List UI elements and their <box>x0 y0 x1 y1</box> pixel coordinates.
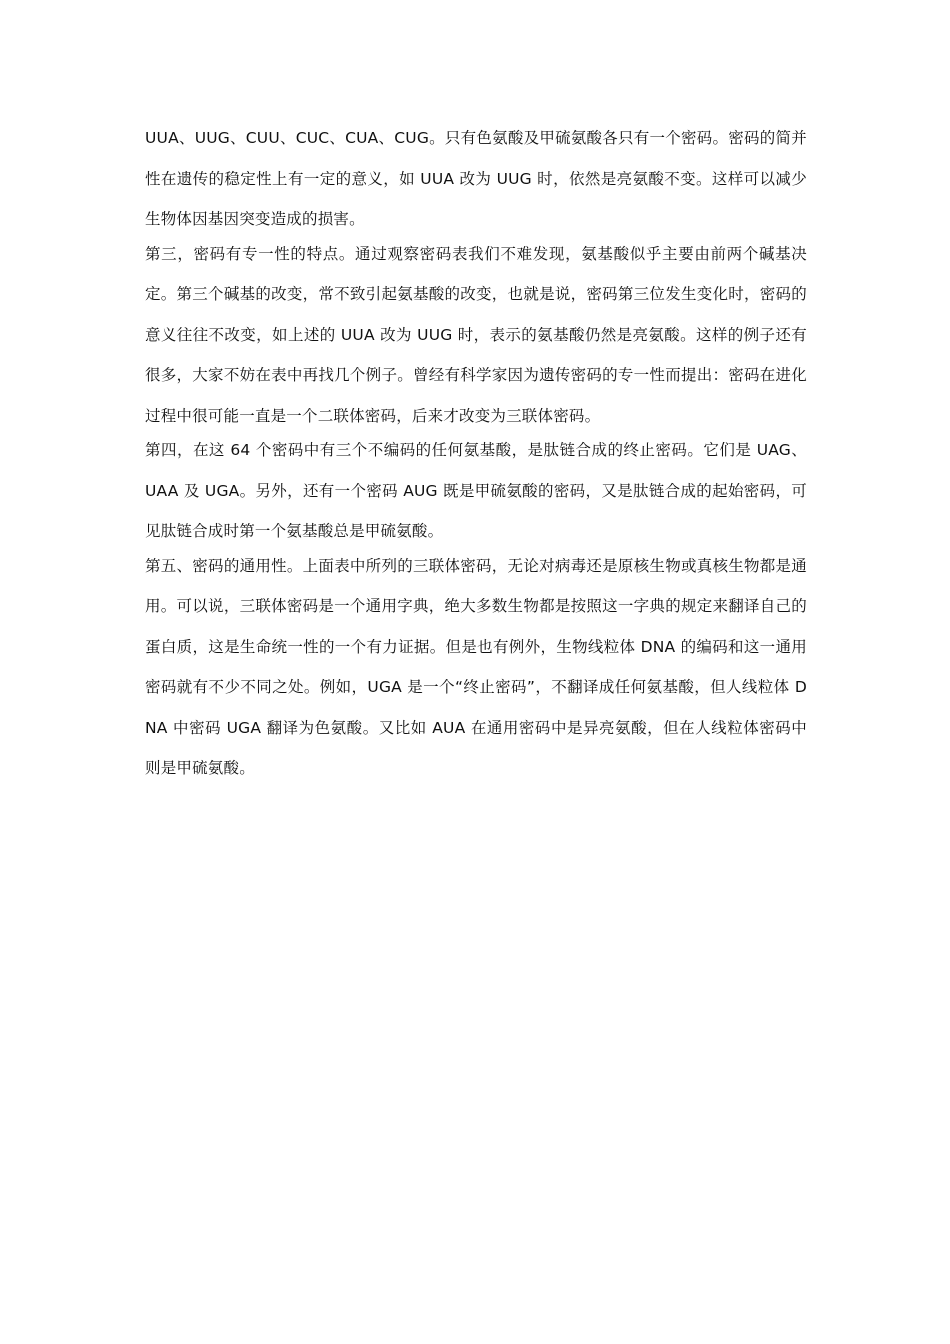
paragraph-specificity: 第三，密码有专一性的特点。通过观察密码表我们不难发现，氨基酸似乎主要由前两个碱基决定。第三个碱基的改变，常不致引起氨基酸的改变，也就是说，密码第三位发生变化时，密码的意义往往不改变，如上述的 UUA 改为 UUG 时，表示的氨基酸仍然是亮氨酸。这样的例子还有很多，大家不妨在表中再找几个例子。曾经有科学家因为遗传密码的专一性而提出：密码在进化过程中很可能一直是一个二联体密码，后来才改变为三联体密码。 <box>145 244 807 425</box>
paragraph-universality: 第五、密码的通用性。上面表中所列的三联体密码，无论对病毒还是原核生物或真核生物都是通用。可以说，三联体密码是一个通用字典，绝大多数生物都是按照这一字典的规定来翻译自己的蛋白质，这是生命统一性的一个有力证据。但是也有例外，生物线粒体 DNA 的编码和这一通用密码就有不少不同之处。例如，UGA 是一个“终止密码”，不翻译成任何氨基酸，但人线粒体 DNA 中密码 UGA 翻译为色氨酸。又比如 AUA 在通用密码中是异亮氨酸，但在人线粒体密码中则是甲硫氨酸。 <box>145 556 807 777</box>
paragraph-degeneracy: UUA、UUG、CUU、CUC、CUA、CUG。只有色氨酸及甲硫氨酸各只有一个密码。密码的简并性在遗传的稳定性上有一定的意义，如 UUA 改为 UUG 时，依然是亮氨酸不变。这样可以减少生物体因基因突变造成的损害。 <box>145 129 807 228</box>
document-body <box>145 118 807 789</box>
paragraph-stop-codons: 第四，在这 64 个密码中有三个不编码的任何氨基酸，是肽链合成的终止密码。它们是 UAG、UAA 及 UGA。另外，还有一个密码 AUG 既是甲硫氨酸的密码，又是肽链合成的起始密码，可见肽链合成时第一个氨基酸总是甲硫氨酸。 <box>145 441 807 540</box>
